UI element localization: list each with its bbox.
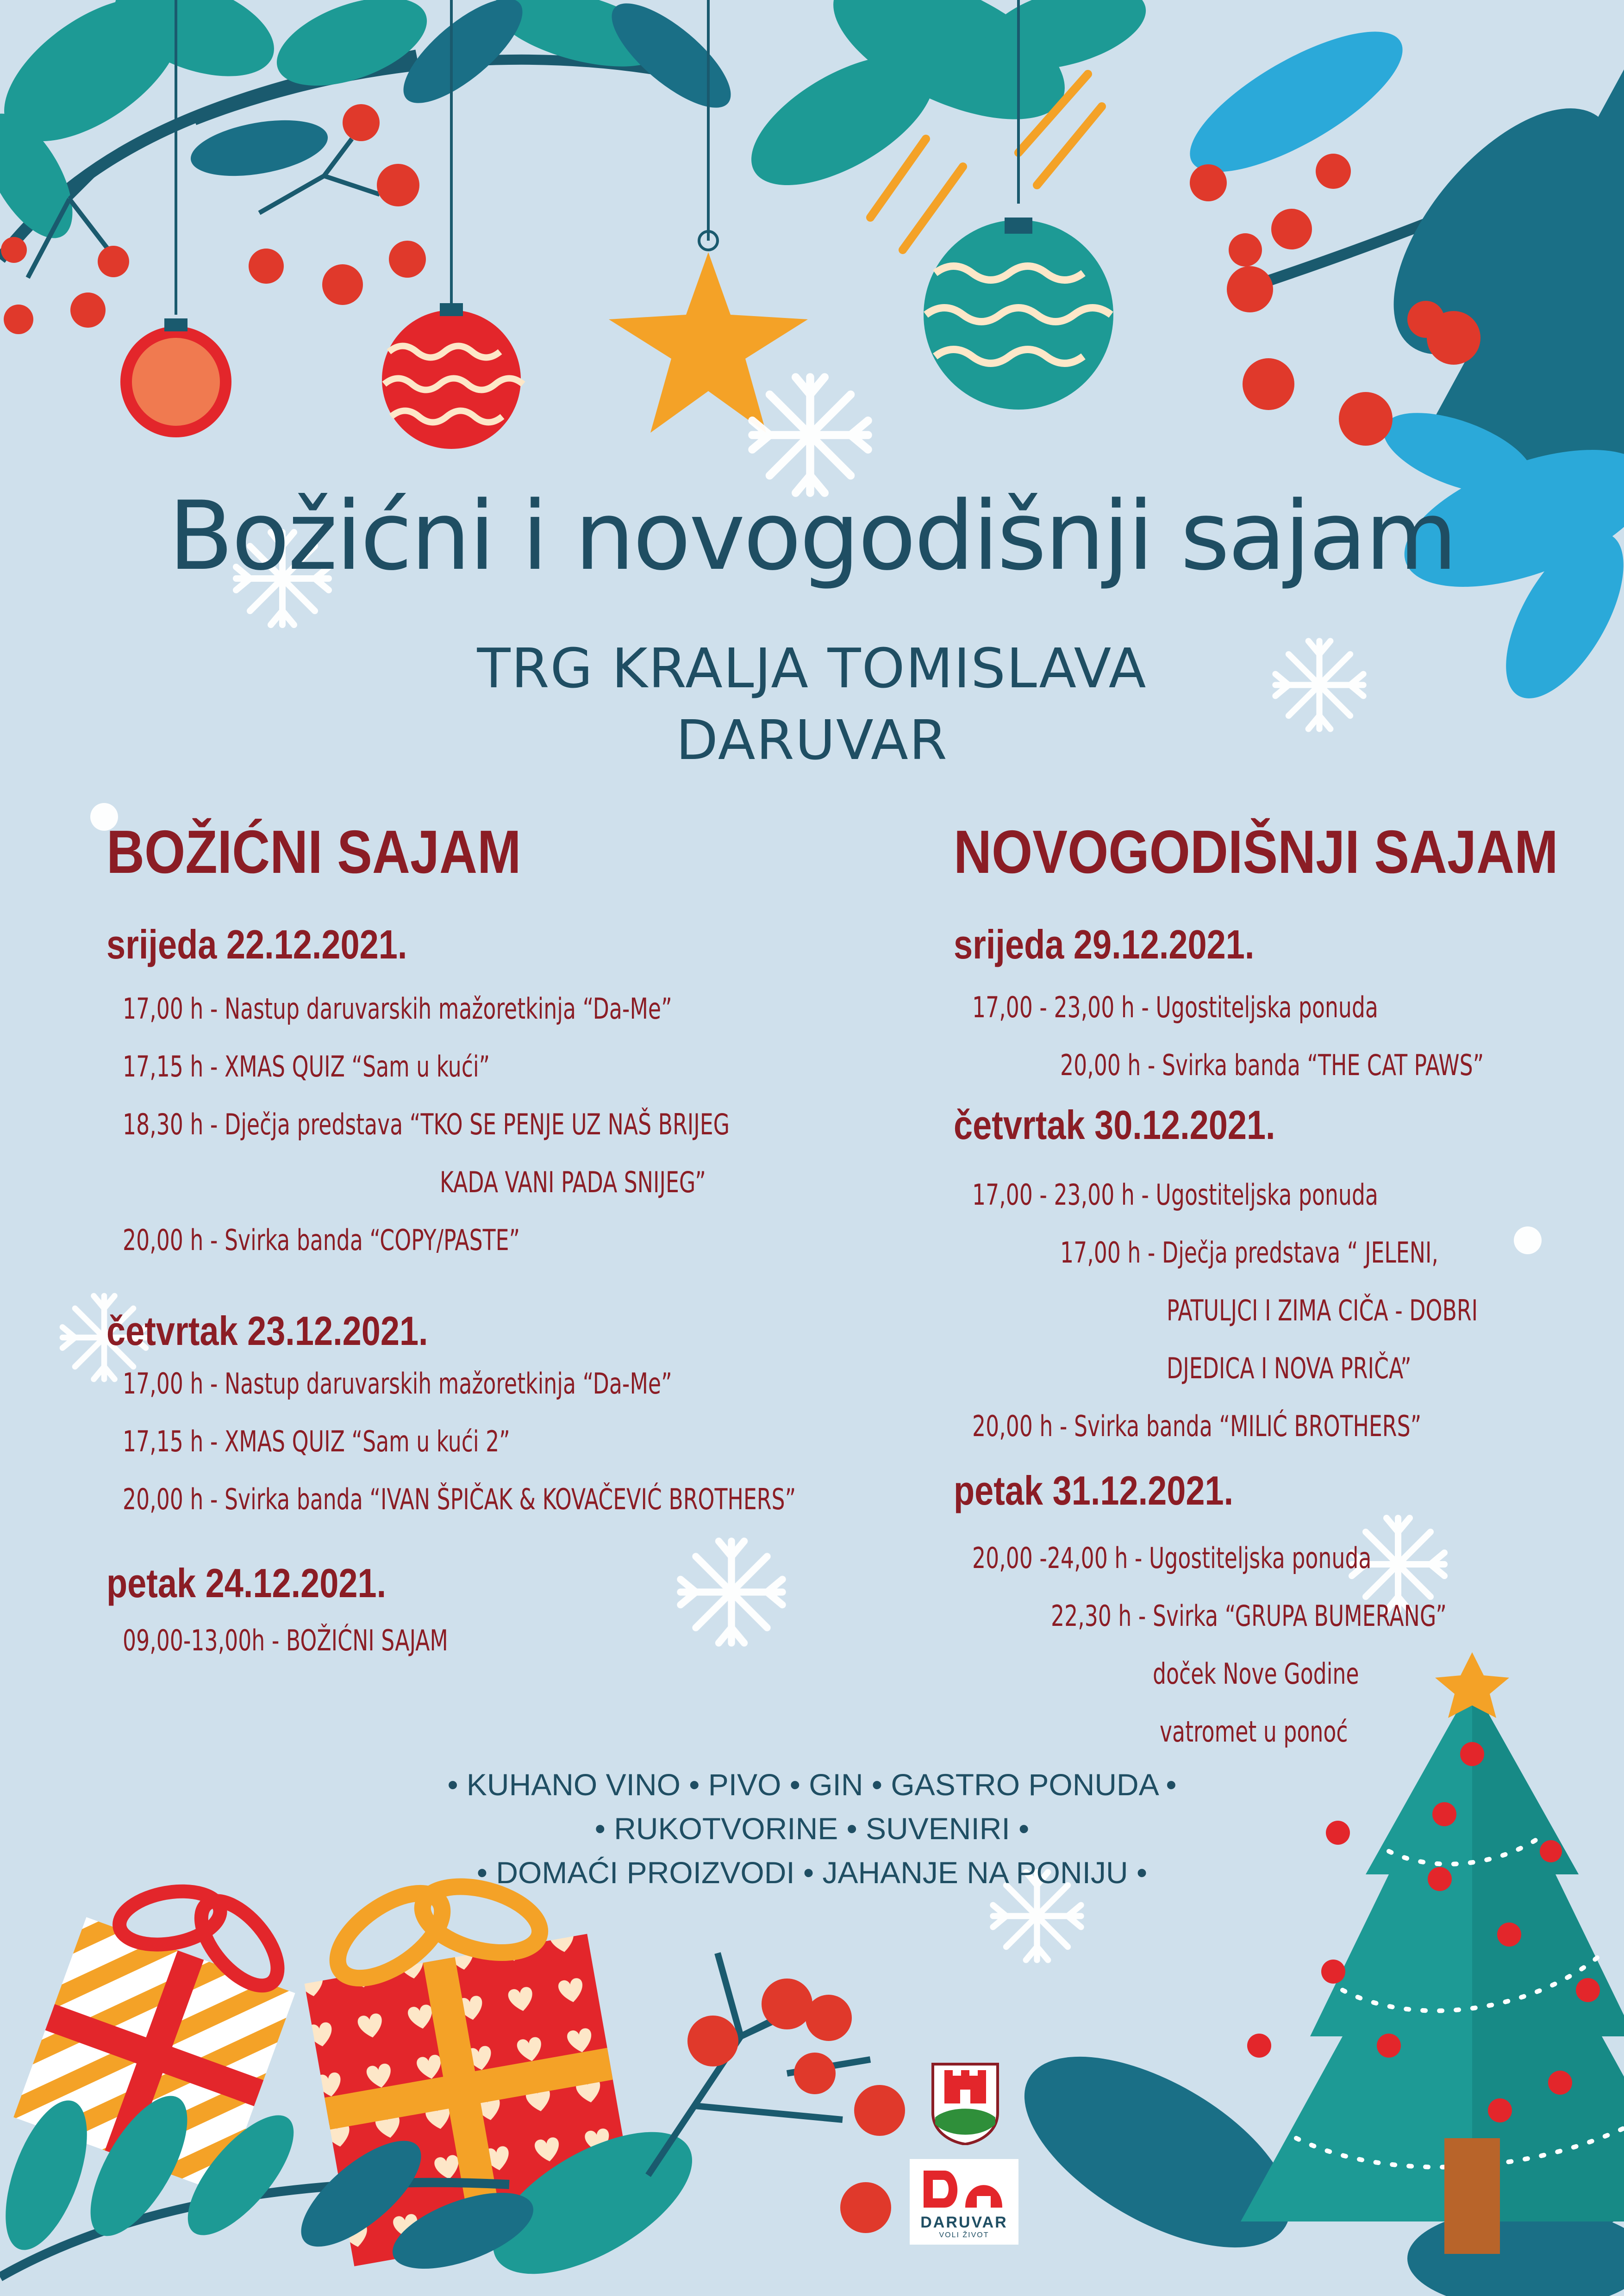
christmas-day-1-event-3-cont: KADA VANI PADA SNIJEG” [440, 1165, 706, 1199]
daruvar-logo [910, 2159, 1018, 2245]
new-year-day-2-event-1: 17,00 - 23,00 h - Ugostiteljska ponuda [972, 1178, 1378, 1212]
location-line-1: TRG KRALJA TOMISLAVA [477, 636, 1147, 700]
christmas-day-1-event-3: 18,30 h - Dječja predstava “TKO SE PENJE UZ NAŠ BRIJEG [123, 1108, 730, 1141]
new-year-day-2-date: četvrtak 30.12.2021. [954, 1102, 1275, 1148]
new-year-day-1-date: srijeda 29.12.2021. [954, 921, 1255, 967]
christmas-day-3-date: petak 24.12.2021. [106, 1560, 387, 1606]
daruvar-logo-mark-icon [910, 2164, 1018, 2215]
offerings-line-1: • KUHANO VINO • PIVO • GIN • GASTRO PONUDA • [447, 1767, 1177, 1802]
new-year-day-3-date: petak 31.12.2021. [954, 1468, 1234, 1513]
new-year-day-1-event-2: 20,00 h - Svirka banda “THE CAT PAWS” [1060, 1048, 1484, 1082]
christmas-day-3-event-1: 09,00-13,00h - BOŽIĆNI SAJAM [123, 1624, 448, 1657]
daruvar-logo-tagline: VOLI ŽIVOT [939, 2231, 989, 2239]
new-year-day-2-event-2-cont-1: PATULJCI I ZIMA CIČA - DOBRI [1167, 1294, 1478, 1327]
christmas-day-1-event-2: 17,15 h - XMAS QUIZ “Sam u kući” [123, 1050, 490, 1083]
christmas-day-2-date: četvrtak 23.12.2021. [106, 1308, 428, 1354]
offerings-line-2: • RUKOTVORINE • SUVENIRI • [594, 1811, 1030, 1846]
christmas-day-2-event-2: 17,15 h - XMAS QUIZ “Sam u kući 2” [123, 1425, 510, 1458]
location-line-2: DARUVAR [676, 708, 948, 772]
bottom-left-decoration [0, 1847, 905, 2296]
top-right-foliage [731, 0, 1624, 716]
offerings-line-3: • DOMAĆI PROIZVODI • JAHANJE NA PONIJU • [476, 1855, 1148, 1890]
christmas-day-2-event-3: 20,00 h - Svirka banda “IVAN ŠPIČAK & KOVAČEVIĆ BROTHERS” [123, 1482, 796, 1516]
coat-of-arms-icon [931, 2062, 1000, 2145]
new-year-day-3-event-1: 20,00 -24,00 h - Ugostiteljska ponuda [972, 1541, 1372, 1575]
christmas-fair-heading: BOŽIĆNI SAJAM [106, 818, 521, 886]
new-year-day-1-event-1: 17,00 - 23,00 h - Ugostiteljska ponuda [972, 990, 1378, 1024]
top-left-foliage [0, 0, 746, 334]
new-year-day-3-event-4: vatromet u ponoć [1160, 1715, 1348, 1748]
coat-of-arms-logo [931, 2062, 1000, 2145]
christmas-day-1-date: srijeda 22.12.2021. [106, 921, 407, 967]
new-year-fair-heading: NOVOGODIŠNJI SAJAM [954, 818, 1558, 886]
daruvar-logo-text: DARUVAR [920, 2214, 1008, 2231]
christmas-day-1-event-1: 17,00 h - Nastup daruvarskih mažoretkinja “Da-Me” [123, 992, 672, 1026]
new-year-day-2-event-2-cont-2: DJEDICA I NOVA PRIČA” [1167, 1351, 1412, 1385]
christmas-day-1-event-4: 20,00 h - Svirka banda “COPY/PASTE” [123, 1223, 520, 1257]
new-year-day-3-event-3: doček Nove Godine [1153, 1657, 1359, 1691]
new-year-day-2-event-2: 17,00 h - Dječja predstava “ JELENI, [1060, 1236, 1438, 1269]
new-year-day-3-event-2: 22,30 h - Svirka “GRUPA BUMERANG” [1051, 1599, 1447, 1633]
christmas-tree [994, 1652, 1624, 2296]
page-title: Božićni i novogodišnji sajam [168, 481, 1456, 591]
christmas-day-2-event-1: 17,00 h - Nastup daruvarskih mažoretkinja “Da-Me” [123, 1367, 672, 1400]
new-year-day-2-event-3: 20,00 h - Svirka banda “MILIĆ BROTHERS” [972, 1409, 1422, 1443]
